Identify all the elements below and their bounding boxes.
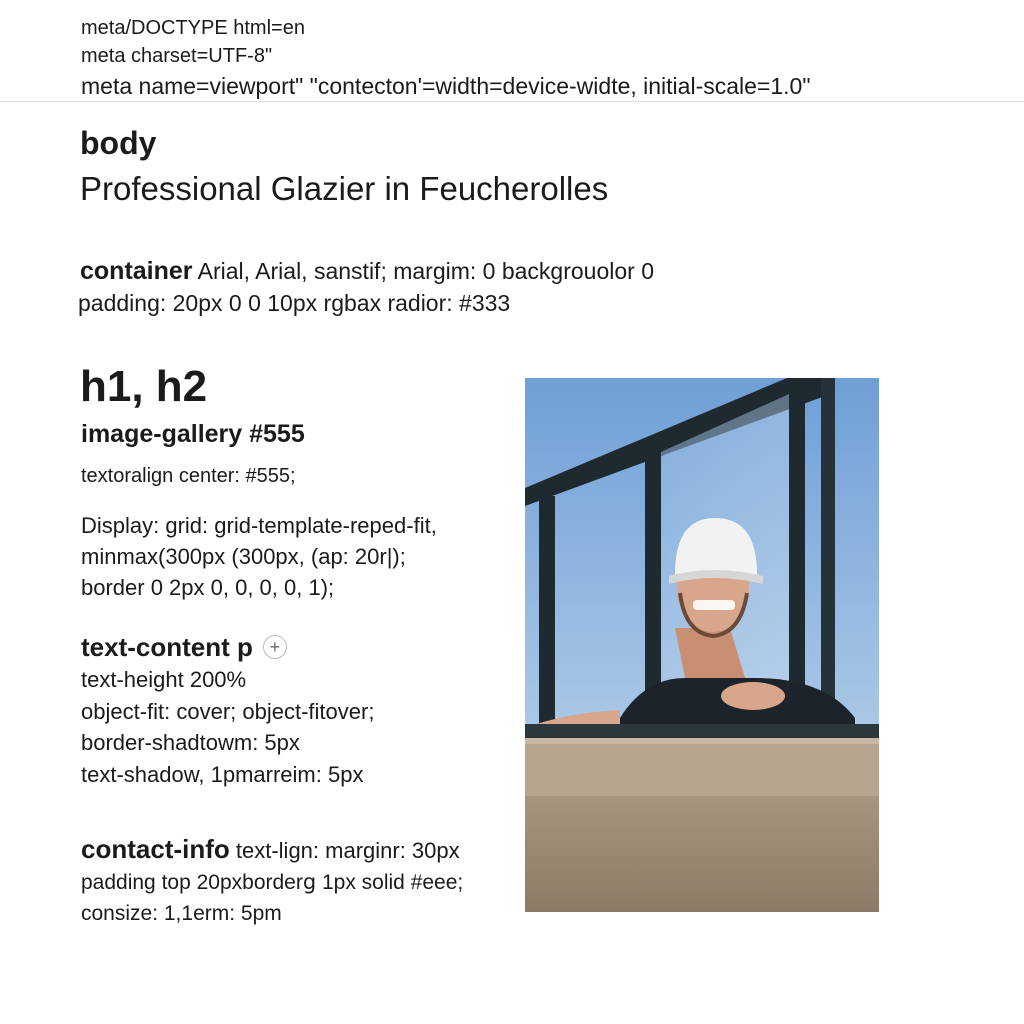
contact-info-rule xyxy=(81,833,531,929)
contact-info-props: text-lign: marginr: 30px xyxy=(229,838,460,863)
gallery-title: image-gallery #555 xyxy=(81,420,305,448)
container-props-2: padding: 20px 0 0 10px rgbax radior: #333 xyxy=(78,290,511,316)
container-label: container xyxy=(80,257,193,285)
doctype-line: meta/DOCTYPE html=en xyxy=(81,17,305,39)
text-content-rule xyxy=(81,630,521,790)
gallery-subline: textoralign center: #555; xyxy=(81,465,296,487)
contact-info-line: consize: 1,1erm: 5pm xyxy=(81,902,282,925)
gallery-line: Display: grid: grid-template-reped-fit, xyxy=(81,513,437,538)
text-content-line: border-shadtowm: 5px xyxy=(81,730,300,755)
contact-info-label: contact-info xyxy=(81,834,230,864)
code-header xyxy=(81,14,981,102)
plus-icon[interactable]: + xyxy=(263,635,287,659)
header-divider xyxy=(0,101,1024,102)
page-title: Professional Glazier in Feucherolles xyxy=(80,170,609,207)
headings-label: h1, h2 xyxy=(80,362,208,411)
viewport-line: meta name=viewport" "contecton'=width=device-widte, initial-scale=1.0" xyxy=(81,73,811,99)
gallery-line: minmax(300px (300px, (ap: 20r|); xyxy=(81,544,406,569)
text-content-line: text-height 200% xyxy=(81,667,247,692)
contact-info-line: padding top 20pxborderց 1px solid #eee; xyxy=(81,871,464,894)
text-content-line: text-shadow, 1pmarreim: 5px xyxy=(81,761,364,787)
glazier-photo xyxy=(525,378,879,912)
text-content-title: text-content p xyxy=(81,632,253,662)
gallery-rule xyxy=(81,418,521,603)
container-rule xyxy=(80,255,780,319)
container-props: Arial, Arial, sanstif; margim: 0 backgrouolor 0 xyxy=(192,258,655,284)
gallery-line: border 0 2px 0, 0, 0, 0, 1); xyxy=(81,575,335,600)
charset-line: meta charset=UTF-8" xyxy=(81,45,273,67)
text-content-line: object-fit: cover; object-fitover; xyxy=(81,698,375,724)
body-label: body xyxy=(80,125,157,161)
gallery-paragraph xyxy=(81,510,521,603)
text-content-lines xyxy=(81,664,521,790)
